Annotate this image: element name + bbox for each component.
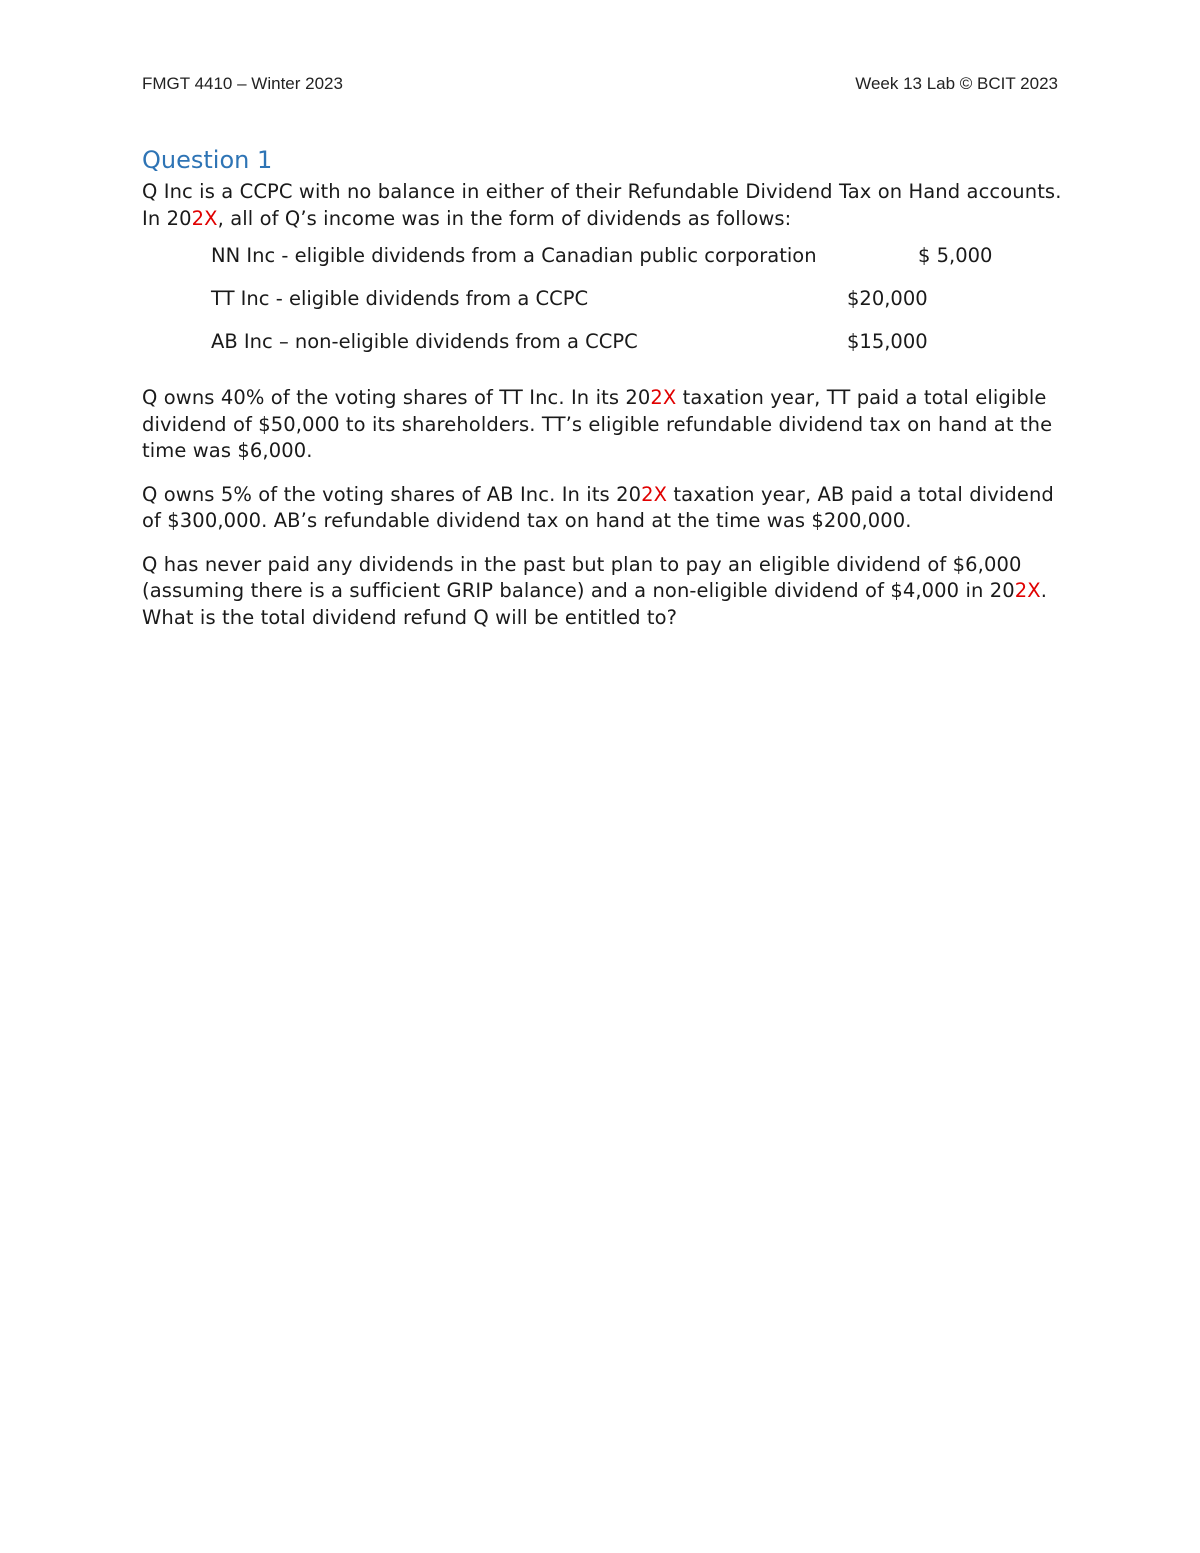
- intro-text-c: , all of Q’s income was in the form of dividends as follows:: [217, 206, 792, 230]
- question-text-a: Q has never paid any dividends in the past but plan to pay an eligible dividend of $6,000 (assuming there is a sufficient GRIP balance) and a non-eligible dividend of $4,000 in 20: [142, 552, 1022, 602]
- course-label: FMGT 4410 – Winter 2023: [142, 74, 343, 93]
- dividend-list: [142, 241, 1062, 370]
- year-placeholder: 2X: [650, 386, 677, 409]
- document-body: [142, 143, 1062, 648]
- question-paragraph: [142, 552, 1062, 632]
- dividend-row: [142, 284, 1062, 327]
- question-text-c: . What is the total dividend refund Q will be entitled to?: [142, 579, 1048, 629]
- dividend-row: [142, 327, 1062, 370]
- intro-text-a: Q Inc is a CCPC with no balance in either of their Refundable Dividend Tax on Hand accounts. In 20: [142, 180, 1062, 230]
- tt-text-c: taxation year, TT paid a total eligible dividend of $50,000 to its shareholders. TT’s eligible refundable dividend tax on hand at the time was $6,000.: [142, 386, 1053, 462]
- ab-text-c: taxation year, AB paid a total dividend of $300,000. AB’s refundable dividend tax on hand at the time was $200,000.: [142, 482, 1054, 532]
- dividend-amount: $ 5,000: [918, 244, 993, 267]
- dividend-amount: $20,000: [847, 287, 928, 310]
- ab-text-a: Q owns 5% of the voting shares of AB Inc. In its 20: [142, 482, 642, 506]
- dividend-description: TT Inc - eligible dividends from a CCPC: [211, 287, 589, 310]
- dividend-amount: $15,000: [847, 330, 928, 353]
- question-title: Question 1: [142, 146, 273, 174]
- year-placeholder: 2X: [1014, 579, 1041, 602]
- year-placeholder: 2X: [191, 206, 218, 230]
- ab-paragraph: [142, 482, 1062, 535]
- lab-label: Week 13 Lab © BCIT 2023: [855, 74, 1058, 93]
- tt-paragraph: [142, 385, 1062, 465]
- year-placeholder: 2X: [641, 482, 668, 506]
- intro-paragraph: [142, 179, 1062, 232]
- dividend-description: AB Inc – non-eligible dividends from a CCPC: [211, 330, 638, 353]
- dividend-description: NN Inc - eligible dividends from a Canadian public corporation: [211, 244, 817, 267]
- page-header: [142, 74, 1058, 94]
- dividend-row: [142, 241, 1062, 284]
- tt-text-a: Q owns 40% of the voting shares of TT Inc. In its 20: [142, 386, 651, 409]
